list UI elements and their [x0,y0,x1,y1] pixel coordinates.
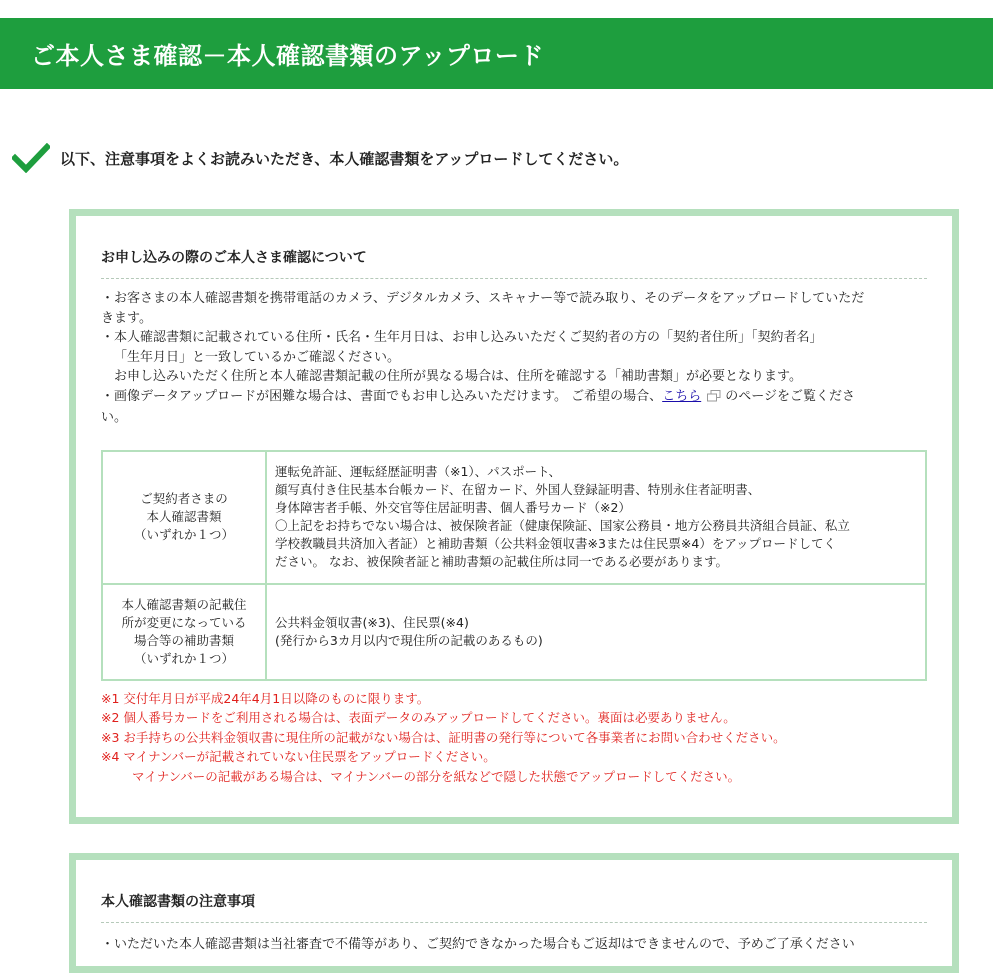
content-line: 運転免許証、運転経歴証明書（※1）、パスポート、 [275,464,562,479]
footnote: マイナンバーの記載がある場合は、マイナンバーの部分を紙などで隠した状態でアップロードしてください。 [132,768,741,784]
table-row [102,584,926,680]
external-window-icon [707,389,721,409]
paper-application-link[interactable]: こちら [662,388,702,404]
description-line: ・お客さまの本人確認書類を携帯電話のカメラ、デジタルカメラ、スキャナー等で読み取り、そのデータをアップロードしていただ [101,291,865,306]
content-line: 公共料金領収書(※3)、住民票(※4) [275,614,469,630]
row-content [266,584,926,680]
description-line: お申し込みいただく住所と本人確認書類記載の住所が異なる場合は、住所を確認する「補助書類」が必要となります。 [114,369,802,384]
page-header [0,18,993,89]
content-line: 学校教職員共済加入者証）と補助書類（公共料金領収書※3または住民票※4）をアップロードしてく [275,536,836,551]
section-title: お申し込みの際のご本人さま確認について [101,250,367,266]
description-line: ・本人確認書類に記載されている住所・氏名・生年月日は、お申し込みいただくご契約者の方の「契約者住所」「契約者名」 [101,330,823,345]
row-label-line: （いずれか１つ） [133,650,234,666]
content-line: 身体障害者手帳、外交官等住居証明書、個人番号カード（※2） [275,500,631,515]
dotted-divider [101,278,927,279]
lead-message [12,143,628,173]
identity-check-section [69,209,959,824]
dotted-divider [101,922,927,923]
description-text: ・画像データアップロードが困難な場合は、書面でもお申し込みいただけます。 ご希望の場合、 [101,388,663,404]
document-notes-section [69,853,959,973]
footnote: ※3 お手持ちの公共料金領収書に現住所の記載がない場合は、証明書の発行等について各事業者にお問い合わせください。 [101,729,786,745]
description-line: きます。 [101,310,152,326]
row-label [102,584,266,680]
documents-table [101,450,927,681]
description-line: 「生年月日」と一致しているかご確認ください。 [114,349,401,365]
section-description [101,289,927,428]
row-label-line: 本人確認書類 [146,509,222,524]
footnote: ※4 マイナンバーが記載されていない住民票をアップロードください。 [101,749,496,764]
row-label-line: 本人確認書類の記載住 [121,596,247,612]
row-content [266,451,926,584]
footnotes [101,689,927,787]
page-title: ご本人さま確認－本人確認書類のアップロード [31,42,544,70]
section-title: 本人確認書類の注意事項 [101,894,255,910]
content-line: ださい。 なお、被保険者証と補助書類の記載住所は同一である必要があります。 [275,554,728,569]
row-label [102,451,266,584]
notes-text: ・いただいた本人確認書類は当社審査で不備等があり、ご契約できなかった場合もご返却はできませんので、予めご了承ください [101,937,855,952]
content-line: 〇上記をお持ちでない場合は、被保険者証（健康保険証、国家公務員・地方公務員共済組合員証、私立 [275,518,850,533]
description-line: い。 [101,410,128,425]
row-label-line: 所が変更になっている [121,614,247,630]
row-label-line: 場合等の補助書類 [133,632,234,648]
table-row [102,451,926,584]
description-text: のページをご覧くださ [725,388,855,404]
content-line: (発行から3カ月以内で現住所の記載のあるもの) [275,632,543,648]
row-label-line: ご契約者さまの [140,491,228,506]
footnote: ※2 個人番号カードをご利用される場合は、表面データのみアップロードしてください。裏面は必要ありません。 [101,710,736,725]
row-label-line: （いずれか１つ） [133,527,234,542]
description-line-with-link [101,387,927,409]
lead-text: 以下、注意事項をよくお読みいただき、本人確認書類をアップロードしてください。 [60,149,629,168]
footnote: ※1 交付年月日が平成24年4月1日以降のものに限ります。 [101,690,430,706]
content-line: 顔写真付き住民基本台帳カード、在留カード、外国人登録証明書、特別永住者証明書、 [275,482,761,497]
check-icon [12,143,50,173]
